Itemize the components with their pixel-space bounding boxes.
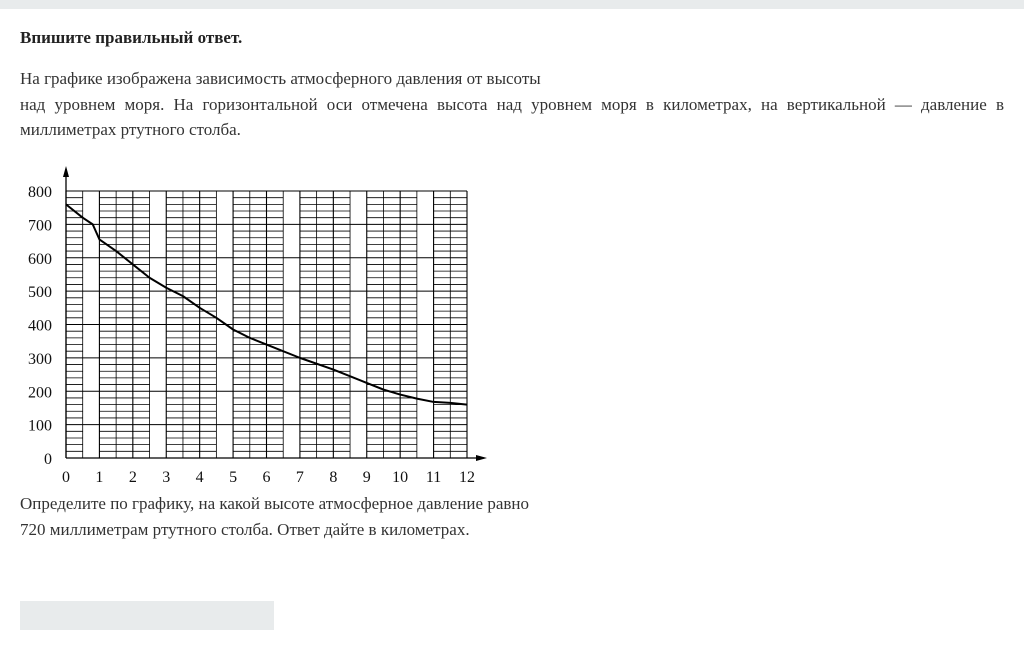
x-tick-label: 11 (425, 469, 442, 486)
question-line-2: 720 миллиметрам ртутного столба. Ответ дайте в километрах. (20, 519, 470, 539)
x-tick-label: 4 (195, 469, 204, 486)
x-tick-label: 8 (329, 469, 338, 486)
pressure-curve (66, 204, 467, 404)
y-tick-label: 600 (28, 250, 52, 268)
question (20, 491, 529, 542)
x-tick-label: 7 (295, 469, 304, 486)
answer-input[interactable] (20, 601, 274, 630)
intro-line-3: миллиметрах ртутного столба. (20, 120, 241, 139)
x-tick-label: 5 (229, 469, 238, 486)
y-tick-label: 200 (28, 384, 52, 402)
task-intro (20, 66, 1004, 143)
x-tick-label: 12 (459, 469, 475, 486)
top-strip (0, 0, 1024, 9)
intro-line-1: На графике изображена зависимость атмосферного давления от высоты (20, 69, 541, 88)
y-tick-label: 700 (28, 217, 52, 235)
y-tick-label: 0 (44, 451, 52, 468)
x-tick-label: 10 (392, 469, 409, 486)
x-tick-label: 0 (62, 469, 70, 486)
x-tick-label: 1 (95, 469, 104, 486)
y-tick-label: 800 (28, 184, 52, 201)
intro-line-2: над уровнем моря. На горизонтальной оси отмечена высота над уровнем моря в километрах, на вертикальной — давление в (20, 94, 1004, 114)
x-tick-label: 2 (128, 469, 137, 486)
x-tick-label: 9 (362, 469, 371, 486)
y-axis-arrow (63, 166, 69, 177)
y-tick-label: 400 (28, 317, 52, 335)
x-axis-arrow (476, 455, 487, 461)
y-tick-label: 500 (28, 284, 52, 302)
y-tick-label: 100 (28, 417, 52, 435)
x-tick-label: 6 (262, 469, 271, 486)
x-tick-label: 3 (162, 469, 171, 486)
task-heading: Впишите правильный ответ. (20, 28, 243, 47)
y-tick-label: 300 (28, 350, 52, 368)
question-line-1: Определите по графику, на какой высоте атмосферное давление равно (20, 494, 529, 513)
